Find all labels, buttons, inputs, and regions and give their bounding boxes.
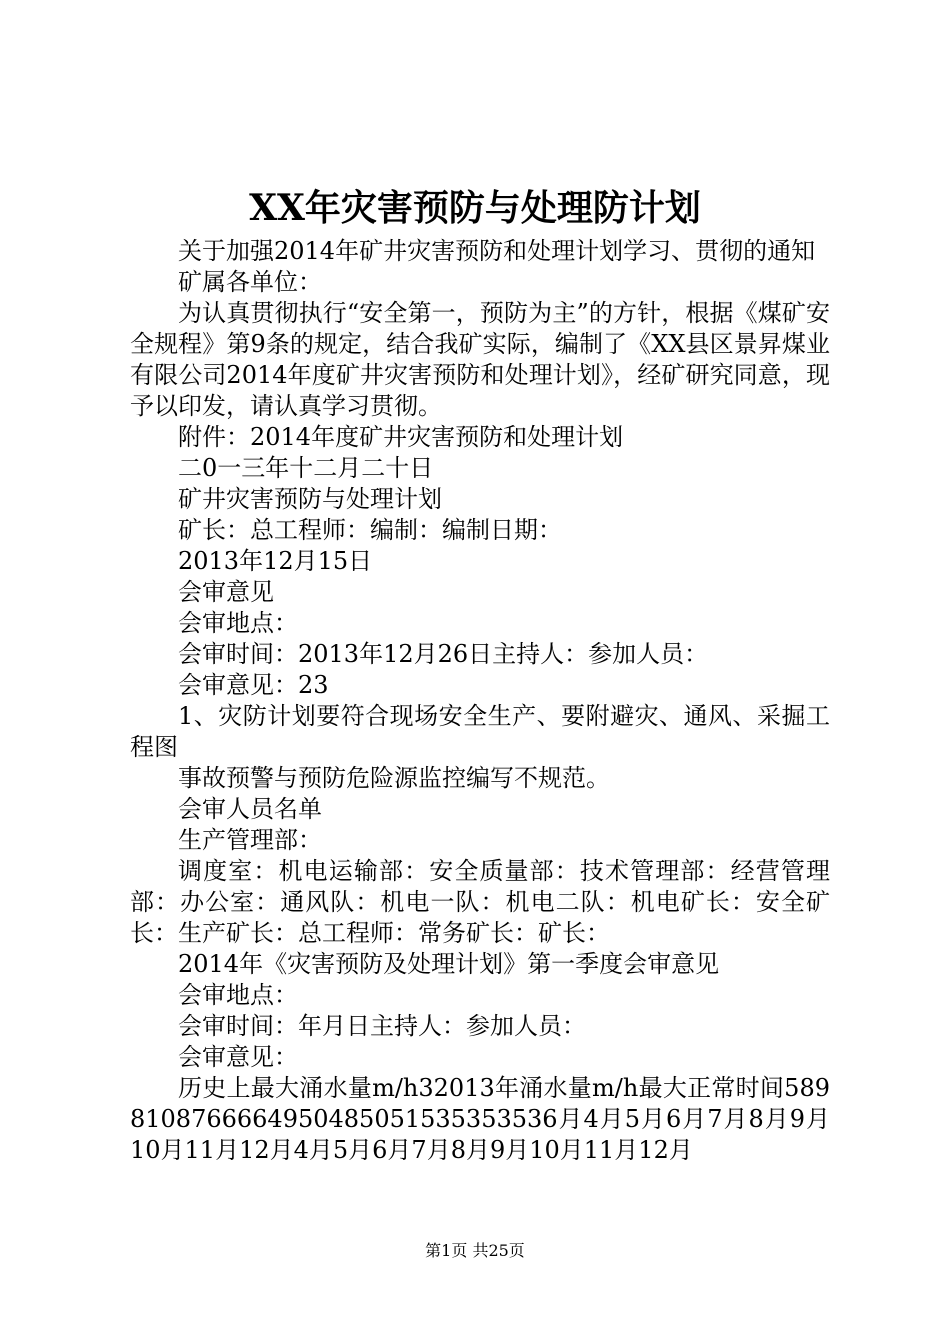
review-heading: 会审意见 (178, 578, 274, 606)
notice-body-paragraph: 为认真贯彻执行“安全第一，预防为主”的方针，根据《煤矿安全规程》第9条的规定，结合我矿实际，编制了《XX县区景昇煤业有限公司2014年度矿井灾害预防和处理计划》，经矿研究同意，现予以印发，请认真学习贯彻。 (130, 299, 830, 420)
review-item-2: 事故预警与预防危险源监控编写不规范。 (178, 764, 610, 792)
notice-date-line: 二0一三年十二月二十日 (178, 454, 434, 482)
departments-paragraph: 调度室：机电运输部：安全质量部：技术管理部：经营管理部：办公室：通风队：机电一队：机电二队：机电矿长：安全矿长：生产矿长：总工程师：常务矿长：矿长： (130, 857, 830, 947)
page-number-footer: 第1页 共25页 (425, 1241, 525, 1260)
notice-heading: 关于加强2014年矿井灾害预防和处理计划学习、贯彻的通知 (178, 237, 816, 265)
review-location-line: 会审地点： (178, 609, 298, 637)
document-body (130, 236, 830, 1166)
q1-review-opinion-line: 会审意见： (178, 1043, 298, 1071)
signatories-line: 矿长：总工程师：编制：编制日期： (178, 516, 562, 544)
q1-review-heading: 2014年《灾害预防及处理计划》第一季度会审意见 (178, 950, 720, 978)
attachment-line: 附件：2014年度矿井灾害预防和处理计划 (178, 423, 624, 451)
reviewer-list-heading: 会审人员名单 (178, 795, 322, 823)
production-dept-line: 生产管理部： (178, 826, 322, 854)
review-item-1: 1、灾防计划要符合现场安全生产、要附避灾、通风、采掘工程图 (130, 702, 830, 761)
q1-review-time-line: 会审时间：年月日主持人：参加人员： (178, 1012, 586, 1040)
review-time-line: 会审时间：2013年12月26日主持人：参加人员： (178, 640, 709, 668)
q1-review-location-line: 会审地点： (178, 981, 298, 1009)
addressee-line: 矿属各单位： (178, 268, 322, 296)
compile-date-line: 2013年12月15日 (178, 547, 373, 575)
water-inflow-paragraph: 历史上最大涌水量m/h32013年涌水量m/h最大正常时间5898108766664950485051535353536月4月5月6月7月8月9月10月11月12月4月5月6月7月8月9月10月11月12月 (130, 1074, 830, 1164)
document-title: XX年灾害预防与处理防计划 (249, 187, 701, 229)
plan-title-line: 矿井灾害预防与处理计划 (178, 485, 442, 513)
review-opinion-line: 会审意见：23 (178, 671, 329, 699)
